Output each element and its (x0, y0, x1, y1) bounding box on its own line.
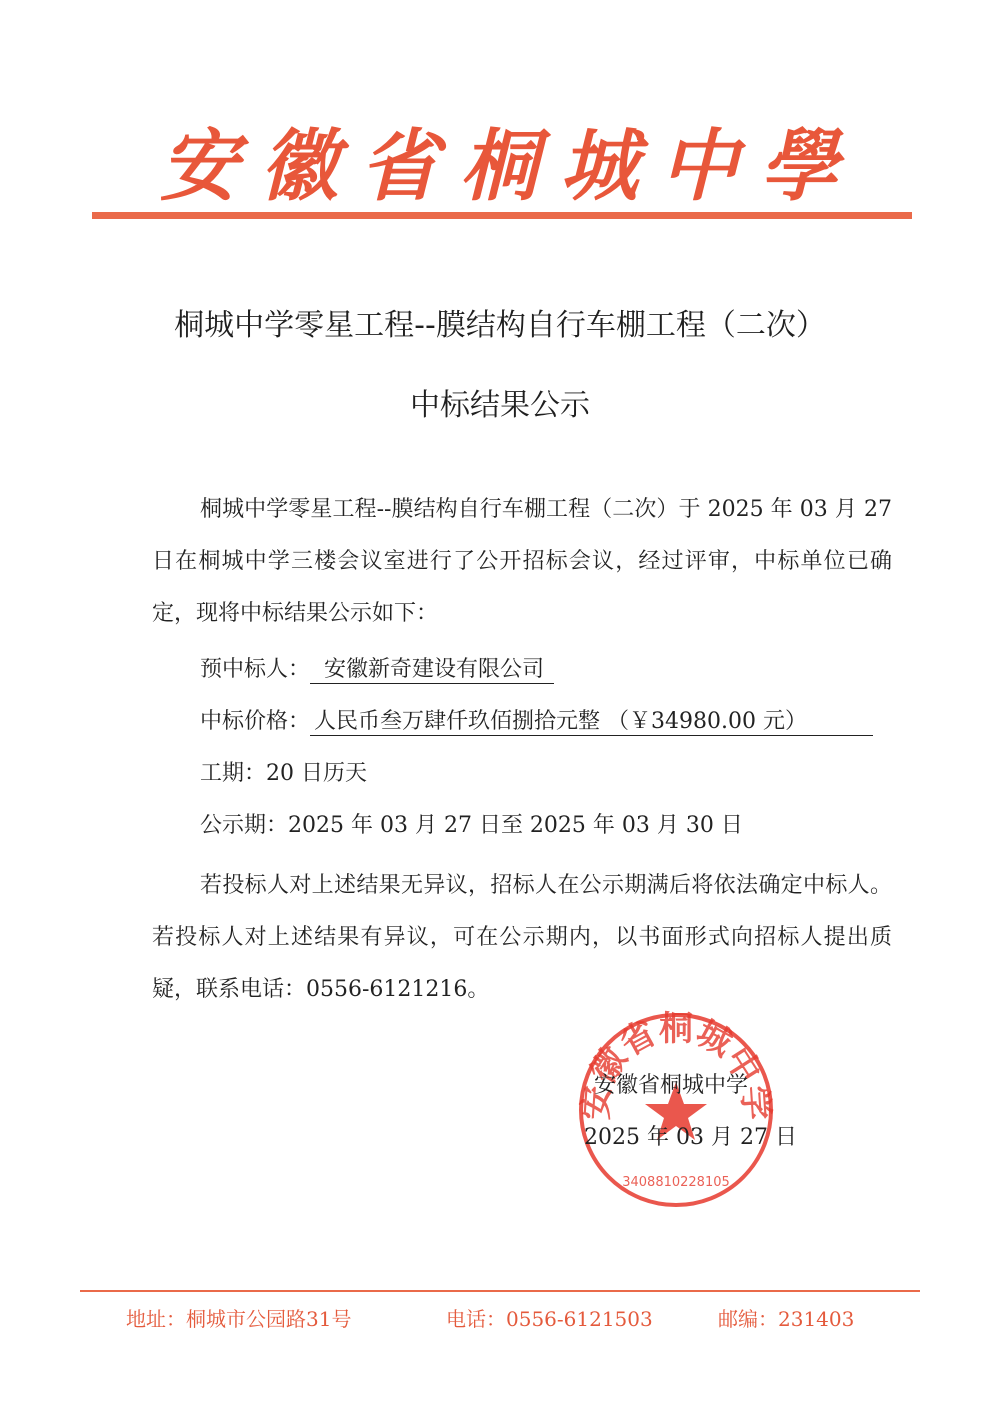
letterhead-char: 學 (759, 121, 840, 212)
bidder-label: 预中标人： (200, 657, 311, 682)
header-divider (92, 212, 912, 219)
letterhead (160, 110, 840, 210)
document-subtitle: 中标结果公示 (410, 388, 590, 423)
footer-divider (80, 1290, 920, 1292)
price-line (200, 704, 873, 736)
letterhead-char: 城 (559, 121, 640, 212)
intro-paragraph: 桐城中学零星工程--膜结构自行车棚工程（二次）于 2025 年 03 月 27 日在桐城中学三楼会议室进行了公开招标会议，经过评审，中标单位已确定，现将中标结果公示如下： (152, 497, 892, 626)
objection-paragraph: 若投标人对上述结果无异议，招标人在公示期满后将依法确定中标人。若投标人对上述结果有异议，可在公示期内，以书面形式向招标人提出质疑，联系电话：0556-6121216。 (152, 873, 892, 1002)
footer-postcode: 邮编：231403 (718, 1307, 855, 1331)
price-label: 中标价格： (200, 709, 311, 734)
official-seal (576, 1010, 776, 1210)
footer-address: 地址：桐城市公园路31号 (126, 1307, 352, 1331)
construction-period: 工期：20 日历天 (200, 761, 367, 786)
seal-code: 3408810228105 (622, 1175, 730, 1190)
notice-period: 公示期：2025 年 03 月 27 日至 2025 年 03 月 30 日 (200, 813, 743, 838)
letterhead-char: 省 (359, 121, 440, 212)
letterhead-char: 中 (659, 121, 740, 212)
footer-phone: 电话：0556-6121503 (446, 1307, 653, 1331)
bidder-value: 安徽新奇建设有限公司 (310, 652, 554, 684)
letterhead-char: 徽 (259, 121, 340, 212)
price-value: 人民币叁万肆仟玖佰捌拾元整 （￥34980.00 元） (310, 704, 873, 736)
document-title: 桐城中学零星工程--膜结构自行车棚工程（二次） (174, 308, 826, 343)
bidder-line (200, 652, 554, 684)
seal-top-text: 安徽省桐城中学 (576, 1010, 776, 1122)
signature-org: 安徽省桐城中学 (594, 1073, 749, 1098)
letterhead-char: 安 (160, 121, 241, 212)
signature-date: 2025 年 03 月 27 日 (584, 1125, 797, 1150)
letterhead-char: 桐 (459, 121, 540, 212)
